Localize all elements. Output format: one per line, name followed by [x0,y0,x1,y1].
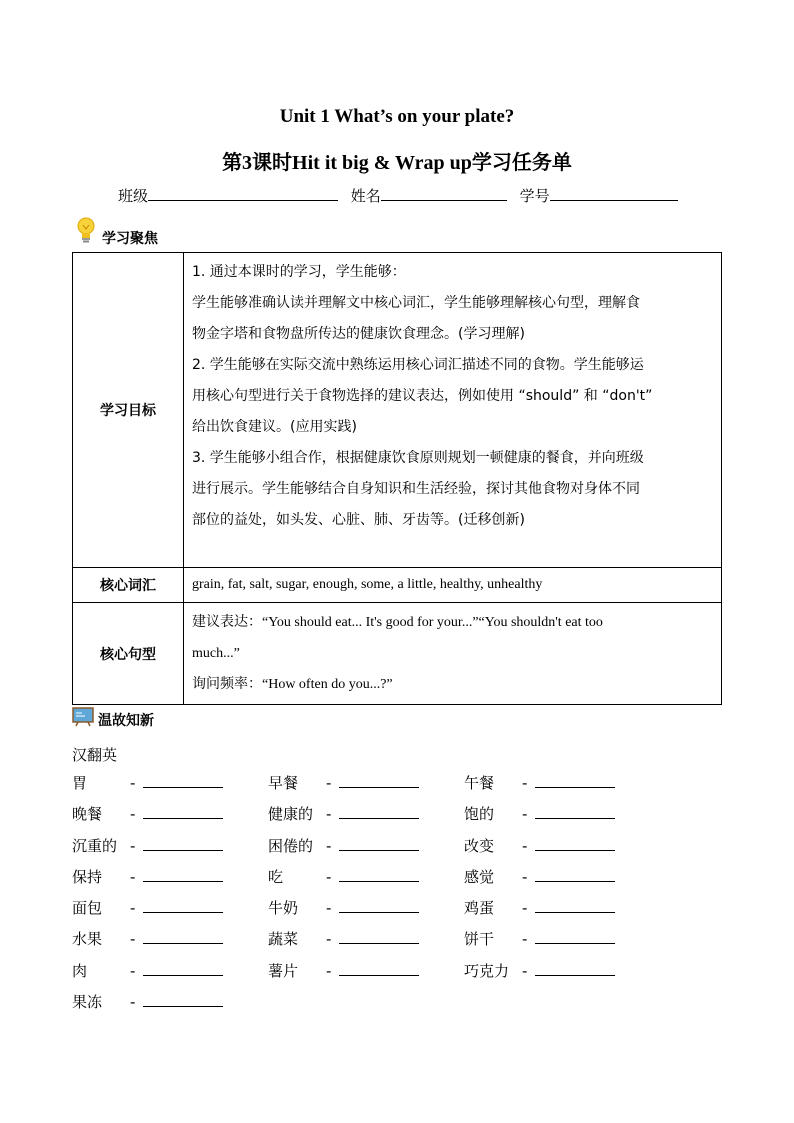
goal-line: 1. 通过本课时的学习，学生能够： [192,264,406,280]
goal-line: 2. 学生能够在实际交流中熟练运用核心词汇描述不同的食物。学生能够运 [192,357,644,373]
answer-blank[interactable] [339,961,419,976]
name-label: 姓名 [350,187,381,205]
goal-line: 给出饮食建议。(应用实践) [192,419,357,435]
translate-item: 困倦的 - [268,835,419,856]
translate-item: 薯片 - [268,960,419,981]
translate-item: 午餐 - [464,772,615,793]
answer-blank[interactable] [143,992,223,1007]
answer-blank[interactable] [143,898,223,913]
translate-item: 早餐 - [268,772,419,793]
goal-line: 进行展示。学生能够结合自身知识和生活经验，探讨其他食物对身体不同 [192,481,640,497]
answer-blank[interactable] [339,773,419,788]
translate-item: 果冻 - [72,991,223,1012]
translate-item: 牛奶 - [268,897,419,918]
class-field[interactable] [148,184,338,201]
vocab-row [73,568,722,603]
sentence-line: 询问频率：“How often do you...?” [192,677,393,692]
goal-line: 学生能够准确认读并理解文中核心词汇，学生能够理解核心句型，理解食 [192,295,640,311]
answer-blank[interactable] [535,867,615,882]
translate-item: 健康的 - [268,803,419,824]
translate-item: 饼干 - [464,928,615,949]
answer-blank[interactable] [535,898,615,913]
vocab-content: grain, fat, salt, sugar, enough, some, a little, healthy, unhealthy [184,568,722,603]
focus-section-heading [74,214,158,248]
translate-item: 蔬菜 - [268,928,419,949]
chalkboard-icon [72,707,94,727]
page-subtitle: 第3课时Hit it big & Wrap up学习任务单 [222,152,572,174]
review-heading-text: 温故知新 [98,713,154,729]
answer-blank[interactable] [143,836,223,851]
sentences-label: 核心句型 [73,603,184,705]
lightbulb-icon [74,216,98,246]
translate-item: 保持 - [72,866,223,887]
answer-blank[interactable] [535,773,615,788]
review-subheading: 汉翻英 [72,746,118,764]
goal-line: 用核心句型进行关于食物选择的建议表达，例如使用 “should” 和 “don't” [192,388,653,404]
goal-line: 3. 学生能够小组合作，根据健康饮食原则规划一顿健康的餐食，并向班级 [192,450,644,466]
page-title: Unit 1 What’s on your plate? [279,106,515,127]
answer-blank[interactable] [339,898,419,913]
student-info-row [118,184,686,206]
translate-item: 改变 - [464,835,615,856]
answer-blank[interactable] [143,961,223,976]
sentences-content [184,603,722,705]
answer-blank[interactable] [535,836,615,851]
answer-blank[interactable] [143,867,223,882]
review-section-heading [72,704,154,730]
answer-blank[interactable] [339,804,419,819]
goals-content [184,253,722,568]
learning-focus-table [72,252,722,705]
answer-blank[interactable] [535,929,615,944]
sentence-line: 建议表达：“You should eat... It's good for your...”“You shouldn't eat too [192,615,603,630]
translate-item: 胃 - [72,772,223,793]
answer-blank[interactable] [143,773,223,788]
translate-item: 水果 - [72,928,223,949]
translate-item: 晚餐 - [72,803,223,824]
translate-item: 饱的 - [464,803,615,824]
answer-blank[interactable] [339,867,419,882]
answer-blank[interactable] [339,929,419,944]
answer-blank[interactable] [535,961,615,976]
translate-item: 沉重的 - [72,835,223,856]
answer-blank[interactable] [143,804,223,819]
translate-item: 感觉 - [464,866,615,887]
class-label: 班级 [118,187,149,205]
goal-line: 部位的益处，如头发、心脏、肺、牙齿等。(迁移创新) [192,512,525,528]
translate-item: 巧克力 - [464,960,615,981]
goal-line: 物金字塔和食物盘所传达的健康饮食理念。(学习理解) [192,326,525,342]
translate-item: 面包 - [72,897,223,918]
number-field[interactable] [550,184,678,201]
translate-item: 鸡蛋 - [464,897,615,918]
sentences-row [73,603,722,705]
sentence-line: much...” [192,646,240,661]
focus-heading-text: 学习聚焦 [102,231,158,247]
name-field[interactable] [381,184,507,201]
goals-row [73,253,722,568]
vocab-label: 核心词汇 [73,568,184,603]
number-label: 学号 [519,187,550,205]
answer-blank[interactable] [535,804,615,819]
goals-label: 学习目标 [73,253,184,568]
answer-blank[interactable] [339,836,419,851]
translate-item: 吃 - [268,866,419,887]
translate-item: 肉 - [72,960,223,981]
answer-blank[interactable] [143,929,223,944]
